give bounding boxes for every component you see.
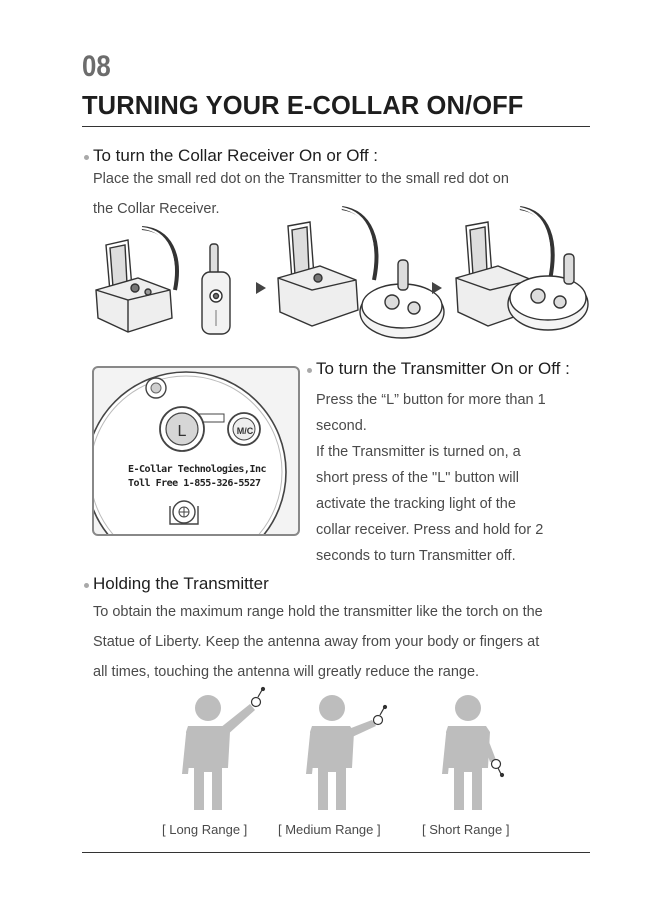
transmitter-text-line-5: activate the tracking light of the [316,496,516,512]
short-range-label: [ Short Range ] [422,822,510,837]
receiver-text-line-2: the Collar Receiver. [93,201,220,217]
transmitter-heading: To turn the Transmitter On or Off : [316,359,570,378]
page-number: 08 [82,50,111,83]
transmitter-text-line-2: second. [316,418,367,434]
range-figures [150,688,530,818]
arrow-right-icon [256,282,266,294]
bullet-icon [84,155,89,160]
transmitter-text-line-6: collar receiver. Press and hold for 2 [316,522,544,538]
page-title: TURNING YOUR E-COLLAR ON/OFF [82,92,524,120]
bullet-icon [84,583,89,588]
person-long-range-icon [182,688,265,811]
transmitter-text-line-4: short press of the "L" button will [316,470,519,486]
holding-heading: Holding the Transmitter [93,574,269,593]
medium-range-label: [ Medium Range ] [278,822,381,837]
title-divider [82,126,590,127]
person-short-range-icon [442,695,504,810]
receiver-heading: To turn the Collar Receiver On or Off : [93,146,379,165]
collar-with-transmitter-icon [278,208,444,338]
transmitter-text-line-7: seconds to turn Transmitter off. [316,548,516,564]
l-button-label: L [177,423,187,440]
holding-text-line-1: To obtain the maximum range hold the transmitter like the torch on the [93,604,543,620]
long-range-label: [ Long Range ] [162,822,248,837]
transmitter-text-line-3: If the Transmitter is turned on, a [316,444,521,460]
mc-button-label: M/C [236,426,254,436]
brand-line: E-Collar Technologies,Inc [128,464,267,475]
collar-paired-icon [456,208,588,330]
holding-text-line-3: all times, touching the antenna will greatly reduce the range. [93,664,480,680]
bullet-icon [307,368,312,373]
transmitter-text-line-1: Press the “L” button for more than 1 [316,392,546,408]
collar-receiver-icon [96,228,177,332]
transmitter-face-illustration [92,366,300,536]
arrow-right-icon [432,282,442,294]
pairing-illustration [80,200,600,340]
transmitter-side-icon [202,244,230,334]
holding-text-line-2: Statue of Liberty. Keep the antenna away from your body or fingers at [93,634,540,650]
phone-line: Toll Free 1-855-326-5527 [128,478,261,489]
footer-divider [82,852,590,853]
receiver-text-line-1: Place the small red dot on the Transmitter to the small red dot on [93,171,509,187]
person-medium-range-icon [306,695,387,810]
